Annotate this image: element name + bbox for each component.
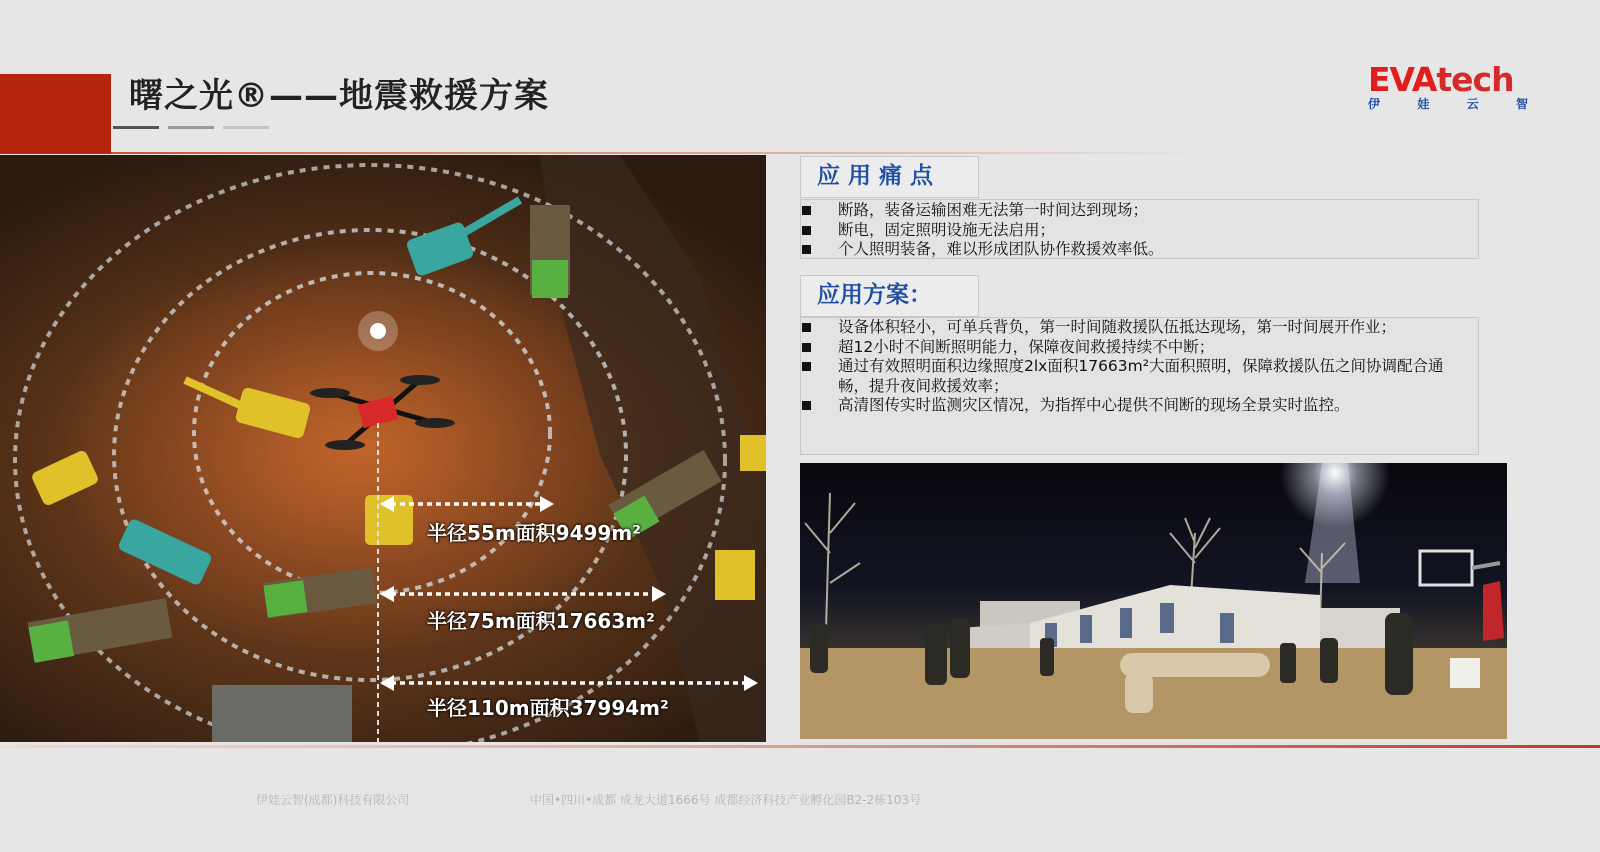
list-item: 断电，固定照明设施无法启用； — [800, 221, 1470, 241]
header-accent-block — [0, 74, 111, 154]
title-underline-dash — [113, 126, 159, 129]
page-title: 曙之光®——地震救援方案 — [129, 76, 549, 116]
title-underline-dash — [223, 126, 269, 129]
list-item: 断路，装备运输困难无法第一时间达到现场； — [800, 201, 1470, 221]
radius-label-55m: 半径55m面积9499m² — [427, 521, 641, 545]
list-item: 通过有效照明面积边缘照度2lx面积17663m²大面积照明，保障救援队伍之间协调配合通畅，提升夜间救援效率； — [800, 357, 1472, 396]
solution-heading: 应用方案： — [800, 275, 979, 317]
company-logo: EVAtech 伊 娃 云 智 — [1368, 60, 1528, 111]
title-underline-dash — [168, 126, 214, 129]
footer-address: 中国•四川•成都 成龙大道1666号 成都经济科技产业孵化园B2-2栋103号 — [530, 793, 922, 807]
list-item: 设备体积轻小，可单兵背负，第一时间随救援队伍抵达现场，第一时间展开作业； — [800, 318, 1472, 338]
list-item: 高清图传实时监测灾区情况，为指挥中心提供不间断的现场全景实时监控。 — [800, 396, 1472, 416]
footer-company: 伊娃云智(成都)科技有限公司 — [256, 793, 410, 807]
list-item: 超12小时不间断照明能力，保障夜间救援持续不中断； — [800, 338, 1472, 358]
radius-label-75m: 半径75m面积17663m² — [427, 609, 655, 633]
pain-points-list — [800, 201, 1470, 260]
footer-rule — [0, 745, 1600, 748]
list-item: 个人照明装备，难以形成团队协作救援效率低。 — [800, 240, 1470, 260]
pain-points-heading: 应 用 痛 点 — [800, 156, 979, 198]
header-rule — [111, 152, 1211, 154]
aerial-rescue-photo — [0, 155, 766, 742]
night-rescue-photo — [800, 463, 1507, 739]
solution-list — [800, 318, 1472, 416]
radius-label-110m: 半径110m面积37994m² — [427, 696, 669, 720]
